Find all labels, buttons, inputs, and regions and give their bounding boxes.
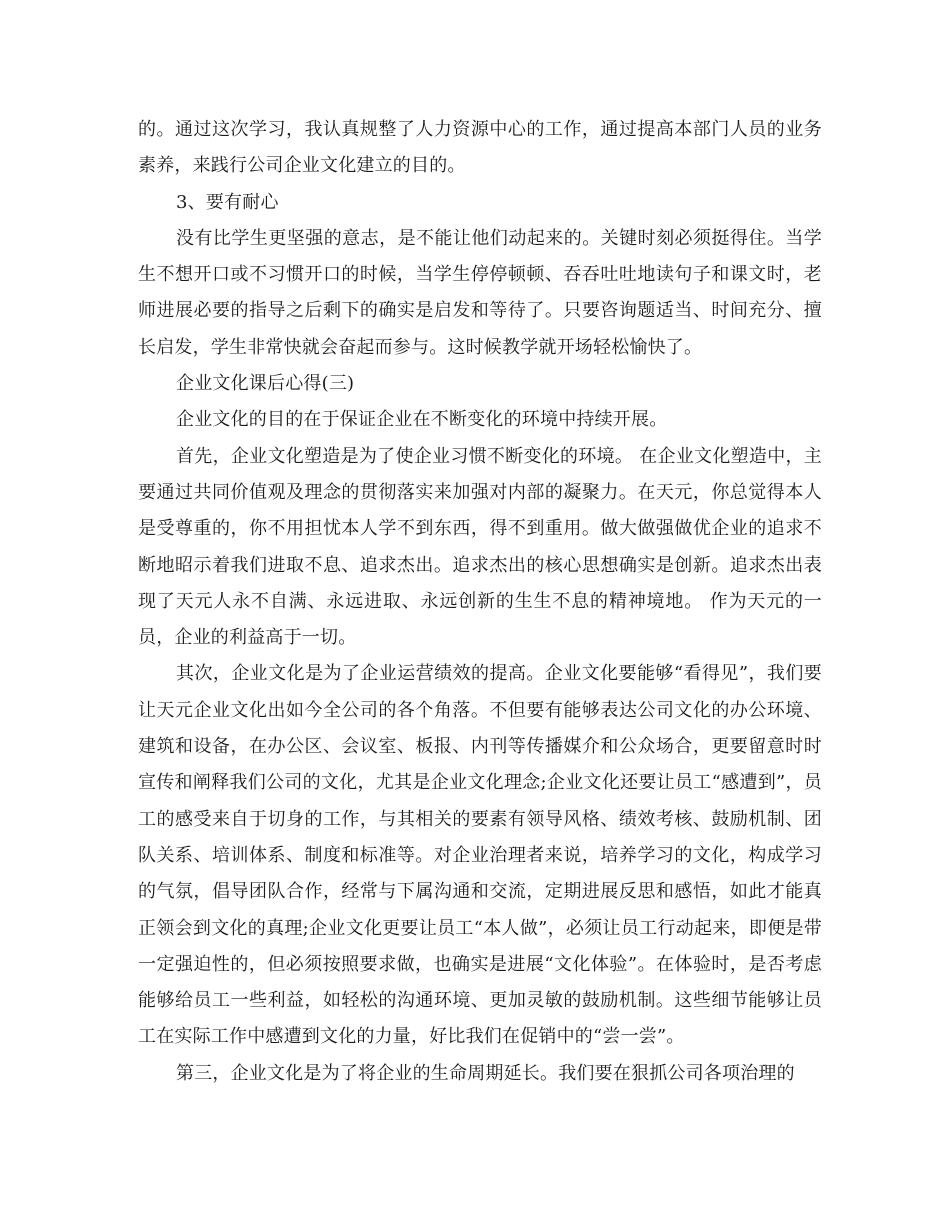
paragraph-second: 其次，企业文化是为了企业运营绩效的提高。企业文化要能够“看得见”，我们要让天元企业文化出如今全公司的各个角落。不但要有能够表达公司文化的办公环境、建筑和设备，在办公区、会议室、板报、内刊等传播媒介和公众场合，更要留意时时宣传和阐释我们公司的文化，尤其是企业文化理念;企业文化还要让员工“感遭到”，员工的感受来自于切身的工作，与其相关的要素有领导风格、绩效考核、鼓励机制、团队关系、培训体系、制度和标准等。对企业治理者来说，培养学习的文化，构成学习的气氛，倡导团队合作，经常与下属沟通和交流，定期进展反思和感悟，如此才能真正领会到文化的真理;企业文化更要让员工“本人做”，必须让员工行动起来，即便是带一定强迫性的，但必须按照要求做，也确实是进展“文化体验”。在体验时，是否考虑能够给员工一些利益，如轻松的沟通环境、更加灵敏的鼓励机制。这些细节能够让员工在实际工作中感遭到文化的力量，好比我们在促销中的“尝一尝”。: [138, 663, 822, 1048]
section-heading-patience: 3、要有耐心: [176, 191, 279, 213]
paragraph-first: 首先，企业文化塑造是为了使企业习惯不断变化的环境。 在企业文化塑造中，主要通过共同价值观及理念的贯彻落实来加强对内部的凝聚力。在天元，你总觉得本人是受尊重的，你不用担忧本人学不到东西，得不到重用。做大做强做优企业的追求不断地昭示着我们进取不息、追求杰出。追求杰出的核心思想确实是创新。追求杰出表现了天元人永不自满、永远进取、永远创新的生生不息的精神境地。 作为天元的一员，企业的利益高于一切。: [138, 445, 822, 649]
section-heading-culture-three: 企业文化课后心得(三): [176, 373, 355, 395]
paragraph-continuation: 的。通过这次学习，我认真规整了人力资源中心的工作，通过提高本部门人员的业务素养，来践行公司企业文化建立的目的。: [138, 119, 822, 177]
paragraph-third: 第三，企业文化是为了将企业的生命周期延长。我们要在狠抓公司各项治理的: [176, 1062, 795, 1084]
paragraph-purpose: 企业文化的目的在于保证企业在不断变化的环境中持续开展。: [176, 409, 668, 431]
paragraph-patience: 没有比学生更坚强的意志，是不能让他们动起来的。关键时刻必须挺得住。当学生不想开口或不习惯开口的时候，当学生停停顿顿、吞吞吐吐地读句子和课文时，老师进展必要的指导之后剩下的确实是启发和等待了。只要咨询题适当、时间充分、擅长启发，学生非常快就会奋起而参与。这时候教学就开场轻松愉快了。: [138, 227, 822, 358]
